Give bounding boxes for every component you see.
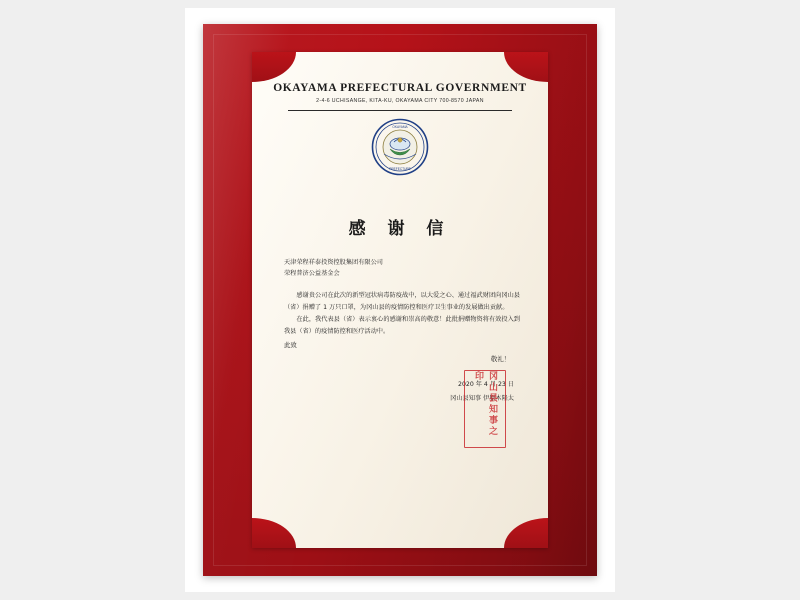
body-paragraph-2: 在此，我代表县（省）表示衷心的感谢和崇高的敬意！此批捐赠物资将有效投入到我县（省）的疫情防控和医疗活动中。 xyxy=(284,316,520,335)
government-seal-icon xyxy=(371,118,429,176)
body-text xyxy=(284,290,520,338)
closing-right: 敬礼！ xyxy=(490,355,510,363)
svg-text:OKAYAMA: OKAYAMA xyxy=(392,125,408,129)
closing-left: 此致 xyxy=(284,341,297,349)
official-stamp-text: 冈山县知事之印 xyxy=(473,371,497,437)
header-divider xyxy=(288,110,512,111)
addressee-line-2: 荣程普济公益基金会 xyxy=(284,270,340,277)
signature-name: 冈山县知事 伊原木隆太 xyxy=(450,395,514,402)
body-paragraph-1: 感谢贵公司在此次的新型冠状病毒防疫战中，以大爱之心、通过福武财团向冈山县（省）捐赠了 1 万只口罩，为冈山县的疫情防控和医疗卫生事业的发展做出贡献。 xyxy=(284,292,520,311)
signature-date: 2020 年 4 月 23 日 xyxy=(458,381,514,388)
organization-name: OKAYAMA PREFECTURAL GOVERNMENT xyxy=(273,82,527,94)
addressee-line-1: 天津荣程祥泰投资控股集团有限公司 xyxy=(284,259,383,266)
addressee-block xyxy=(284,257,383,279)
document-title: 感 谢 信 xyxy=(348,219,452,239)
svg-text:PREFECTURE: PREFECTURE xyxy=(389,167,411,171)
certificate-page xyxy=(252,52,548,548)
organization-address: 2-4-6 UCHISANGE, KITA-KU, OKAYAMA CITY 700-8570 JAPAN xyxy=(316,98,484,104)
letter-content xyxy=(252,52,548,548)
official-stamp xyxy=(464,370,506,448)
